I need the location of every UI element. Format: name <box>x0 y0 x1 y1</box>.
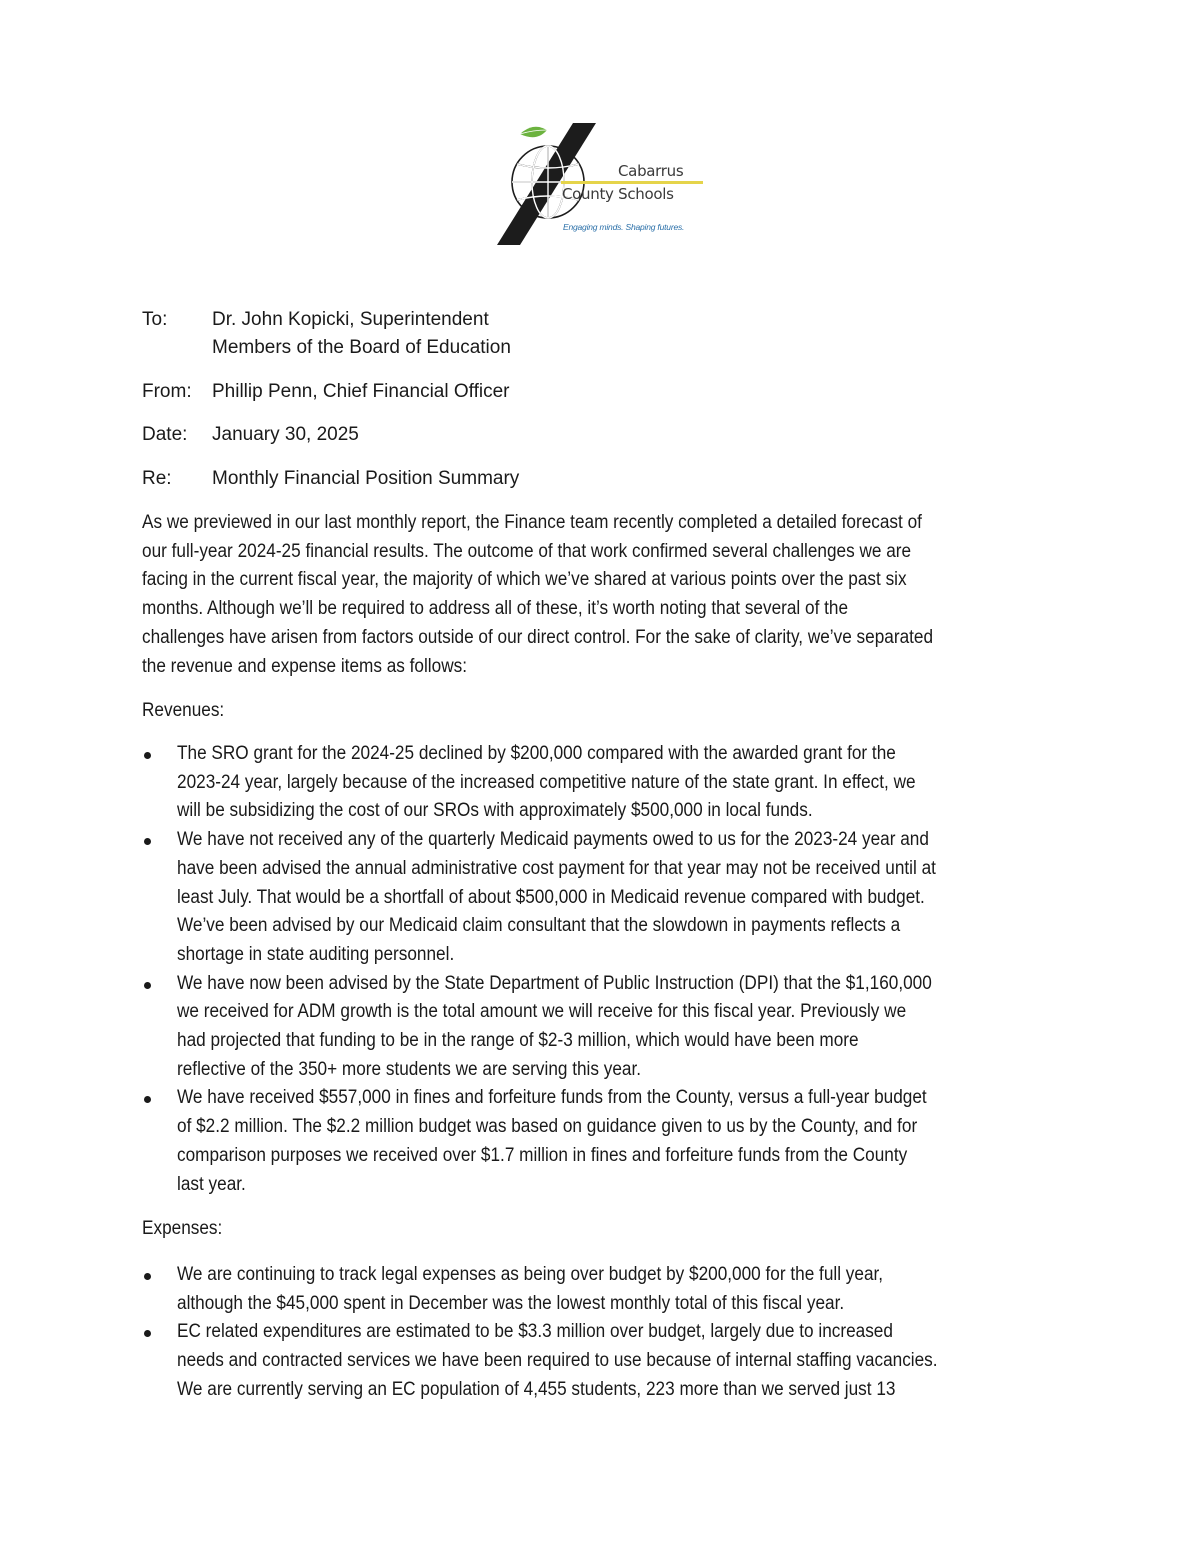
bullet-icon <box>144 1273 151 1280</box>
expense-item-ec: EC related expenditures are estimated to be $3.3 million over budget, largely due to increased needs and contracted services we have been required to use because of internal staffing vacancies. We are currently serving an EC population of 4,455 students, 223 more than we served just 13 <box>142 1318 1062 1404</box>
expense-item-legal: We are continuing to track legal expenses as being over budget by $200,000 for the full year, although the $45,000 spent in December was the lowest monthly total of this fiscal year. <box>142 1261 1062 1318</box>
bullet-icon <box>144 982 151 989</box>
from-label: From: <box>142 380 192 402</box>
logo-org-name-line2: County Schools <box>562 185 674 203</box>
re-label: Re: <box>142 467 172 489</box>
expenses-heading: Expenses: <box>142 1218 223 1239</box>
memo-date-row <box>142 421 519 449</box>
revenue-item-fines-forfeiture: We have received $557,000 in fines and forfeiture funds from the County, versus a full-year budget of $2.2 million. The $2.2 million budget was based on guidance given to us by the County, and for comparison purposes we received over $1.7 million in fines and forfeiture funds from the County last year. <box>142 1084 1062 1199</box>
logo-tagline: Engaging minds. Shaping futures. <box>563 222 685 232</box>
to-label: To: <box>142 309 168 330</box>
date-value: January 30, 2025 <box>212 424 359 445</box>
to-recipient-2: Members of the Board of Education <box>212 337 511 358</box>
intro-line: the revenue and expense items as follows: <box>142 655 467 677</box>
cabarrus-county-schools-logo <box>495 120 710 248</box>
memo-header <box>142 306 519 508</box>
logo-org-name-line1: Cabarrus <box>618 162 684 180</box>
revenues-list <box>142 740 1062 1199</box>
bullet-icon <box>144 1096 151 1103</box>
revenue-item-sro-grant: The SRO grant for the 2024-25 declined by $200,000 compared with the awarded grant for the 2023-24 year, largely because of the increased competitive nature of the state grant. In effect, we will be subsidizing the cost of our SROs with approximately $500,000 in local funds. <box>142 740 1062 826</box>
bullet-icon <box>144 838 151 845</box>
revenues-heading: Revenues: <box>142 700 225 721</box>
intro-paragraph <box>142 509 1062 681</box>
revenue-item-adm-growth: We have now been advised by the State Department of Public Instruction (DPI) that the $1,160,000 we received for ADM growth is the total amount we will receive for this fiscal year. Previously we had projected that funding to be in the range of $2-3 million, which would have been more reflective of the 350+ more students we are serving this year. <box>142 970 1062 1085</box>
memo-from-row <box>142 378 519 406</box>
from-value: Phillip Penn, Chief Financial Officer <box>212 380 510 402</box>
memo-re-row <box>142 465 519 493</box>
date-label: Date: <box>142 424 188 445</box>
intro-line: months. Although we’ll be required to address all of these, it’s worth noting that several of the <box>142 598 849 620</box>
intro-line: As we previewed in our last monthly report, the Finance team recently completed a detailed forecast of <box>142 512 922 533</box>
to-recipient-1: Dr. John Kopicki, Superintendent <box>212 309 489 330</box>
bullet-icon <box>144 752 151 759</box>
intro-line: facing in the current fiscal year, the majority of which we’ve shared at various points over the past six <box>142 569 907 591</box>
to-value <box>212 306 511 362</box>
intro-line: our full-year 2024-25 financial results. The outcome of that work confirmed several challenges we are <box>142 540 912 562</box>
bullet-icon <box>144 1330 151 1337</box>
revenue-item-medicaid: We have not received any of the quarterly Medicaid payments owed to us for the 2023-24 year and have been advised the annual administrative cost payment for that year may not be received until at least July. That would be a shortfall of about $500,000 in Medicaid revenue compared with budget. We’ve been advised by our Medicaid claim consultant that the slowdown in payments reflects a shortage in state auditing personnel. <box>142 826 1062 970</box>
re-value: Monthly Financial Position Summary <box>212 467 520 489</box>
memo-to-row <box>142 306 519 362</box>
expenses-list <box>142 1261 1062 1405</box>
intro-line: challenges have arisen from factors outside of our direct control. For the sake of clarity, we’ve separated <box>142 626 934 648</box>
